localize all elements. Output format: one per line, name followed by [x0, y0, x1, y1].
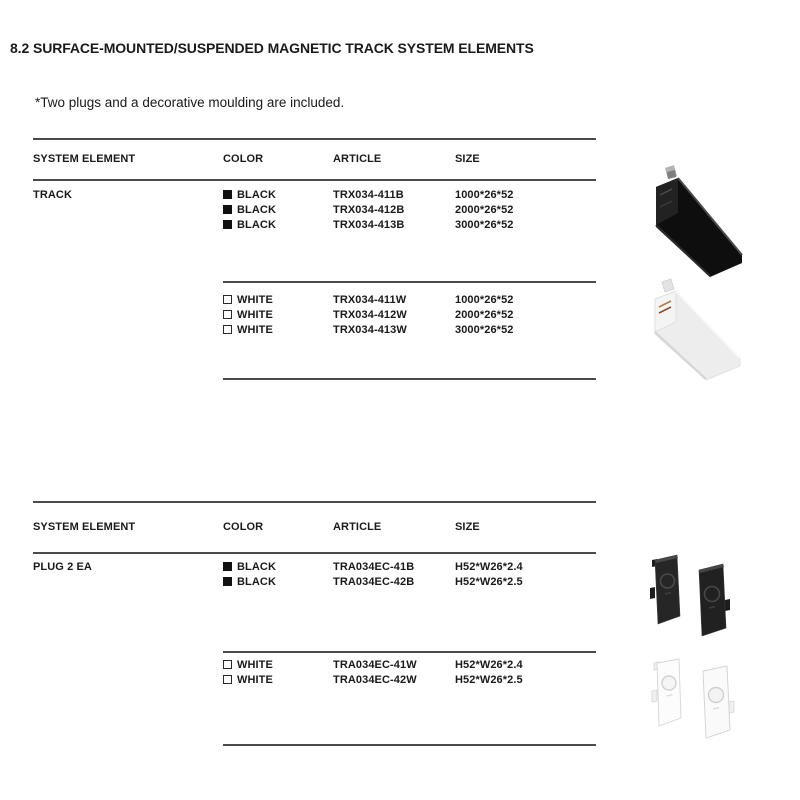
- black-swatch-icon: [223, 205, 232, 214]
- included-note: *Two plugs and a decorative moulding are included.: [35, 95, 345, 110]
- col-size: SIZE: [455, 521, 480, 533]
- col-system-element: SYSTEM ELEMENT: [33, 153, 136, 165]
- col-article: ARTICLE: [333, 521, 382, 533]
- col-system-element: SYSTEM ELEMENT: [33, 521, 136, 533]
- article-code: TRX034-412B: [333, 204, 405, 216]
- table-row: [33, 324, 596, 339]
- article-code: TRA034EC-42B: [333, 576, 415, 588]
- table-row: [33, 294, 596, 309]
- color-label: BLACK: [237, 561, 276, 573]
- size-value: 1000*26*52: [455, 294, 514, 306]
- col-size: SIZE: [455, 153, 480, 165]
- article-code: TRX034-413B: [333, 219, 405, 231]
- table2-bottom-rule: [223, 744, 596, 746]
- table1-header: [33, 153, 596, 168]
- white-swatch-icon: [223, 310, 232, 319]
- white-swatch-icon: [223, 675, 232, 684]
- size-value: H52*W26*2.5: [455, 576, 523, 588]
- color-label: WHITE: [237, 294, 273, 306]
- black-swatch-icon: [223, 562, 232, 571]
- black-plugs-image: [643, 548, 748, 648]
- color-label: BLACK: [237, 204, 276, 216]
- table-row: [33, 189, 596, 204]
- table2-mid-rule: [223, 651, 596, 653]
- table-row: [33, 309, 596, 324]
- article-code: TRX034-412W: [333, 309, 407, 321]
- size-value: H52*W26*2.4: [455, 561, 523, 573]
- page-title: 8.2 SURFACE-MOUNTED/SUSPENDED MAGNETIC TRACK SYSTEM ELEMENTS: [10, 40, 534, 56]
- col-color: COLOR: [223, 521, 264, 533]
- article-code: TRA034EC-42W: [333, 674, 417, 686]
- table-row: [33, 659, 596, 674]
- size-value: 1000*26*52: [455, 189, 514, 201]
- article-code: TRX034-413W: [333, 324, 407, 336]
- white-swatch-icon: [223, 660, 232, 669]
- table2-header: [33, 521, 596, 536]
- color-label: WHITE: [237, 659, 273, 671]
- white-swatch-icon: [223, 325, 232, 334]
- color-label: WHITE: [237, 309, 273, 321]
- table-row: [33, 561, 596, 576]
- plug-element-label: PLUG 2 EA: [33, 561, 92, 573]
- track-element-label: TRACK: [33, 189, 72, 201]
- color-label: WHITE: [237, 324, 273, 336]
- size-value: 3000*26*52: [455, 324, 514, 336]
- size-value: H52*W26*2.5: [455, 674, 523, 686]
- color-label: BLACK: [237, 219, 276, 231]
- black-track-image: [652, 163, 744, 285]
- table-row: [33, 204, 596, 219]
- table1-top-rule: [33, 138, 596, 140]
- size-value: 3000*26*52: [455, 219, 514, 231]
- table2-header-rule: [33, 552, 596, 554]
- table2-top-rule: [33, 501, 596, 503]
- article-code: TRX034-411B: [333, 189, 404, 201]
- size-value: H52*W26*2.4: [455, 659, 523, 671]
- table-row: [33, 674, 596, 689]
- black-swatch-icon: [223, 577, 232, 586]
- color-label: BLACK: [237, 576, 276, 588]
- article-code: TRA034EC-41W: [333, 659, 417, 671]
- table1-header-rule: [33, 179, 596, 181]
- size-value: 2000*26*52: [455, 204, 514, 216]
- table-row: [33, 219, 596, 234]
- table1-mid-rule: [223, 281, 596, 283]
- color-label: WHITE: [237, 674, 273, 686]
- white-track-image: [650, 278, 745, 383]
- article-code: TRA034EC-41B: [333, 561, 415, 573]
- col-article: ARTICLE: [333, 153, 382, 165]
- color-label: BLACK: [237, 189, 276, 201]
- table-row: [33, 576, 596, 591]
- col-color: COLOR: [223, 153, 264, 165]
- article-code: TRX034-411W: [333, 294, 407, 306]
- black-swatch-icon: [223, 190, 232, 199]
- white-plugs-image: [645, 652, 755, 752]
- white-swatch-icon: [223, 295, 232, 304]
- size-value: 2000*26*52: [455, 309, 514, 321]
- table1-bottom-rule: [223, 378, 596, 380]
- black-swatch-icon: [223, 220, 232, 229]
